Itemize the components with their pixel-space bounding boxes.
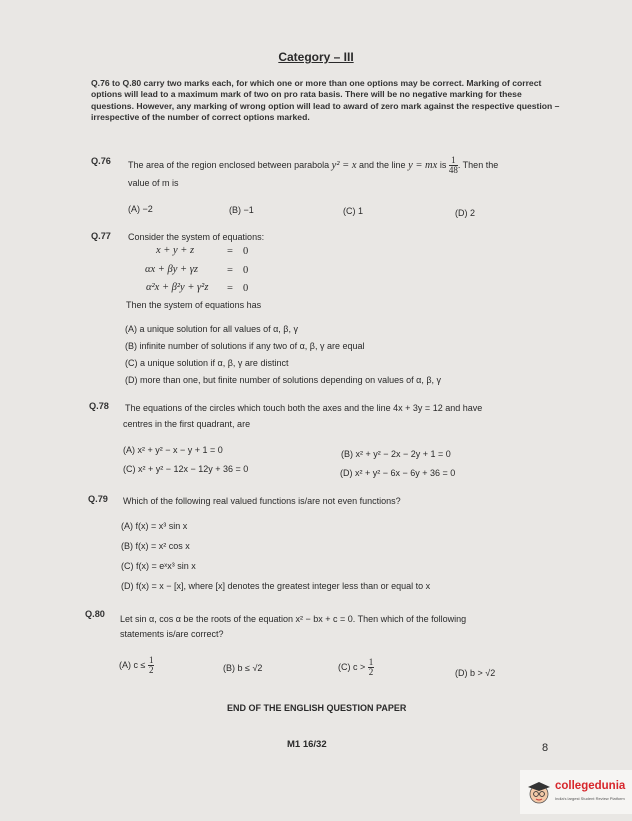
q80-option-a-fraction: $\frac{1}{2}$ — [148, 655, 154, 675]
q76-option-c: (C) 1 — [343, 206, 363, 216]
q79-option-c: (C) f(x) = eˣx³ sin x — [121, 561, 196, 571]
q78-line1: The equations of the circles which touch both the axes and the line 4x + 3y = 12 and have — [125, 403, 483, 413]
q76-option-b: (B) −1 — [229, 205, 254, 215]
q77-eq2-sign: = — [227, 265, 233, 276]
q76-option-d: (D) 2 — [455, 208, 475, 218]
q77-eq1: x + y + z — [156, 245, 195, 256]
q76-fraction: $\frac{1}{48}$ — [448, 155, 458, 175]
q78-line2: centres in the first quadrant, are — [123, 419, 251, 429]
q79-option-d: (D) f(x) = x − [x], where [x] denotes the greatest integer less than or equal to x — [121, 581, 431, 591]
q77-option-b: (B) infinite number of solutions if any two of α, β, γ are equal — [125, 341, 365, 351]
q76-text-c: is — [439, 159, 447, 170]
q80-option-c — [338, 658, 374, 677]
q79-text: Which of the following real valued functions is/are not even functions? — [123, 496, 401, 506]
q77-eq1-sign: = — [227, 246, 233, 257]
q76-option-a: (A) −2 — [128, 204, 153, 214]
q77-option-a: (A) a unique solution for all values of α, β, γ — [125, 324, 298, 334]
q76-number: Q.76 — [91, 156, 111, 166]
q77-eq3: α²x + β²y + γ²z — [146, 282, 209, 293]
q79-number: Q.79 — [88, 494, 108, 504]
collegedunia-logo — [520, 770, 632, 814]
page-footer: M1 16/32 — [287, 739, 327, 750]
q80-option-d: (D) b > √2 — [455, 668, 496, 678]
end-of-paper: END OF THE ENGLISH QUESTION PAPER — [227, 703, 407, 713]
q76-text-b: and the line — [359, 159, 406, 170]
q78-option-a: (A) x² + y² − x − y + 1 = 0 — [123, 445, 223, 455]
q77-number: Q.77 — [91, 231, 111, 241]
q80-option-c-fraction: $\frac{1}{2}$ — [368, 657, 374, 677]
page-mark: 8 — [542, 742, 549, 754]
q80-line1: Let sin α, cos α be the roots of the equation x² − bx + c = 0. Then which of the following — [120, 614, 467, 624]
q80-option-c-text: (C) c > — [338, 661, 366, 672]
logo-text: collegedunia — [555, 780, 626, 792]
q78-option-b: (B) x² + y² − 2x − 2y + 1 = 0 — [341, 449, 451, 459]
q78-option-c: (C) x² + y² − 12x − 12y + 36 = 0 — [123, 464, 249, 474]
q76-text-d: . Then the — [457, 159, 499, 170]
q80-option-a — [119, 656, 154, 675]
q77-eq1-rhs: 0 — [243, 246, 249, 257]
q77-eq3-sign: = — [227, 283, 233, 294]
page-title: Category – III — [278, 50, 354, 64]
q78-number: Q.78 — [89, 401, 109, 411]
q76-text-a: The area of the region enclosed between parabola — [128, 159, 330, 170]
q76-parabola: y² = x — [331, 159, 357, 171]
q77-eq2-rhs: 0 — [243, 265, 249, 276]
q77-eq3-rhs: 0 — [243, 283, 249, 294]
q77-eq2: αx + βy + γz — [145, 264, 198, 275]
q77-option-c: (C) a unique solution if α, β, γ are distinct — [125, 358, 289, 368]
q76-line-eq: y = mx — [408, 159, 438, 171]
q77-option-d: (D) more than one, but finite number of solutions depending on values of α, β, γ — [125, 375, 442, 385]
q80-number: Q.80 — [85, 609, 105, 619]
q80-line2: statements is/are correct? — [120, 629, 224, 639]
q77-then: Then the system of equations has — [126, 300, 262, 310]
q77-intro: Consider the system of equations: — [128, 232, 265, 242]
q80-option-b: (B) b ≤ √2 — [223, 663, 263, 673]
q76-line1 — [128, 156, 498, 175]
graduate-icon — [526, 779, 552, 805]
q80-option-a-text: (A) c ≤ — [119, 659, 146, 670]
q78-option-d: (D) x² + y² − 6x − 6y + 36 = 0 — [340, 468, 456, 478]
q79-option-a: (A) f(x) = x³ sin x — [121, 521, 188, 531]
instructions: Q.76 to Q.80 carry two marks each, for which one or more than one options may be correct. Marking of correct options will lead to a maximum mark of two on pro rata basis. There will be no negative marking for these questions. However, any marking of wrong option will lead to award of zero mark against the respective question – irrespective of the number of correct options marked. — [91, 78, 560, 122]
q79-option-b: (B) f(x) = x² cos x — [121, 541, 190, 551]
q76-line2: value of m is — [128, 178, 179, 188]
logo-tagline: India's largest Student Review Platform — [555, 796, 625, 801]
